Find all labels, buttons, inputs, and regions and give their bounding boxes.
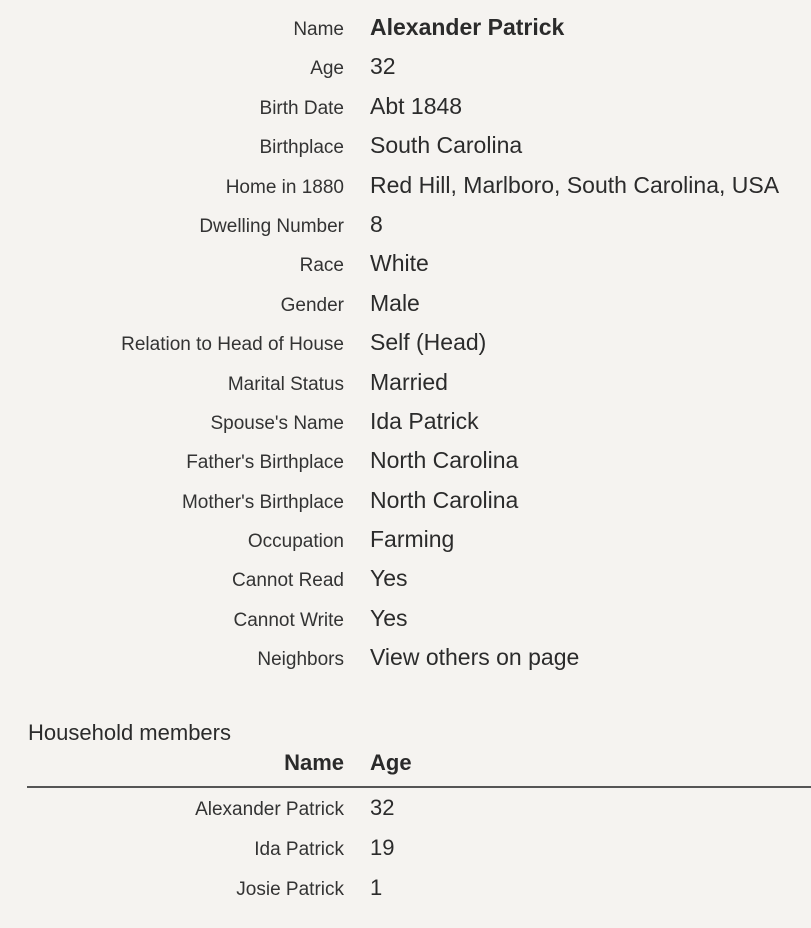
detail-value: South Carolina — [370, 132, 523, 159]
detail-value: White — [370, 250, 429, 277]
detail-value: Ida Patrick — [370, 407, 479, 434]
detail-row-home — [0, 172, 811, 211]
detail-value: Red Hill, Marlboro, South Carolina, USA — [370, 171, 780, 198]
detail-label: Mother's Birthplace — [181, 491, 344, 513]
detail-value: North Carolina — [370, 486, 519, 513]
member-name: Alexander Patrick — [195, 799, 344, 820]
detail-label: Age — [310, 58, 344, 80]
detail-row-neighbors — [0, 644, 811, 683]
member-age: 19 — [370, 835, 395, 860]
detail-row-race — [0, 250, 811, 289]
column-header-age: Age — [370, 750, 412, 775]
view-neighbors-link[interactable]: View others on page — [370, 644, 580, 671]
record-details — [0, 14, 811, 684]
detail-label: Home in 1880 — [225, 176, 344, 198]
detail-row-father-birthplace — [0, 447, 811, 486]
detail-row-birthplace — [0, 132, 811, 171]
detail-value: 8 — [370, 210, 383, 237]
detail-row-cannot-write — [0, 605, 811, 644]
detail-row-gender — [0, 290, 811, 329]
detail-row-dwelling-number — [0, 211, 811, 250]
detail-row-age — [0, 53, 811, 92]
detail-label: Race — [299, 255, 344, 277]
detail-label: Dwelling Number — [199, 215, 344, 237]
detail-label: Name — [293, 19, 344, 40]
detail-value: Yes — [370, 604, 408, 631]
detail-value: Married — [370, 368, 448, 395]
member-name: Ida Patrick — [254, 839, 344, 860]
table-row — [0, 868, 811, 908]
detail-value: 32 — [370, 53, 396, 80]
detail-row-birth-date — [0, 93, 811, 132]
person-name-value: Alexander Patrick — [370, 14, 565, 40]
detail-value: Self (Head) — [370, 329, 487, 356]
detail-label: Cannot Read — [232, 570, 344, 592]
detail-label: Neighbors — [257, 649, 344, 671]
detail-label: Occupation — [247, 531, 344, 553]
detail-label: Gender — [280, 294, 344, 316]
detail-value: Abt 1848 — [370, 92, 463, 119]
detail-row-name — [0, 14, 811, 53]
table-row — [0, 828, 811, 868]
table-row — [0, 788, 811, 828]
detail-value: Male — [370, 289, 420, 316]
detail-row-occupation — [0, 526, 811, 565]
member-name: Josie Patrick — [236, 879, 344, 900]
detail-label: Father's Birthplace — [186, 452, 344, 474]
detail-value: North Carolina — [370, 447, 519, 474]
detail-row-mother-birthplace — [0, 487, 811, 526]
detail-label: Birth Date — [259, 97, 344, 119]
household-table-header — [27, 750, 811, 788]
household-title: Household members — [28, 720, 231, 745]
detail-row-cannot-read — [0, 565, 811, 604]
detail-label: Birthplace — [259, 137, 344, 159]
detail-value: Farming — [370, 526, 455, 553]
detail-label: Spouse's Name — [210, 412, 344, 434]
member-age: 1 — [370, 875, 383, 900]
detail-row-marital-status — [0, 369, 811, 408]
detail-value: Yes — [370, 565, 408, 592]
detail-label: Cannot Write — [233, 609, 344, 631]
detail-label: Relation to Head of House — [121, 334, 344, 356]
detail-row-spouse-name — [0, 408, 811, 447]
member-age: 32 — [370, 795, 395, 820]
household-members-section — [0, 716, 811, 908]
detail-row-relation — [0, 329, 811, 368]
column-header-name: Name — [284, 750, 344, 775]
detail-label: Marital Status — [227, 373, 344, 395]
